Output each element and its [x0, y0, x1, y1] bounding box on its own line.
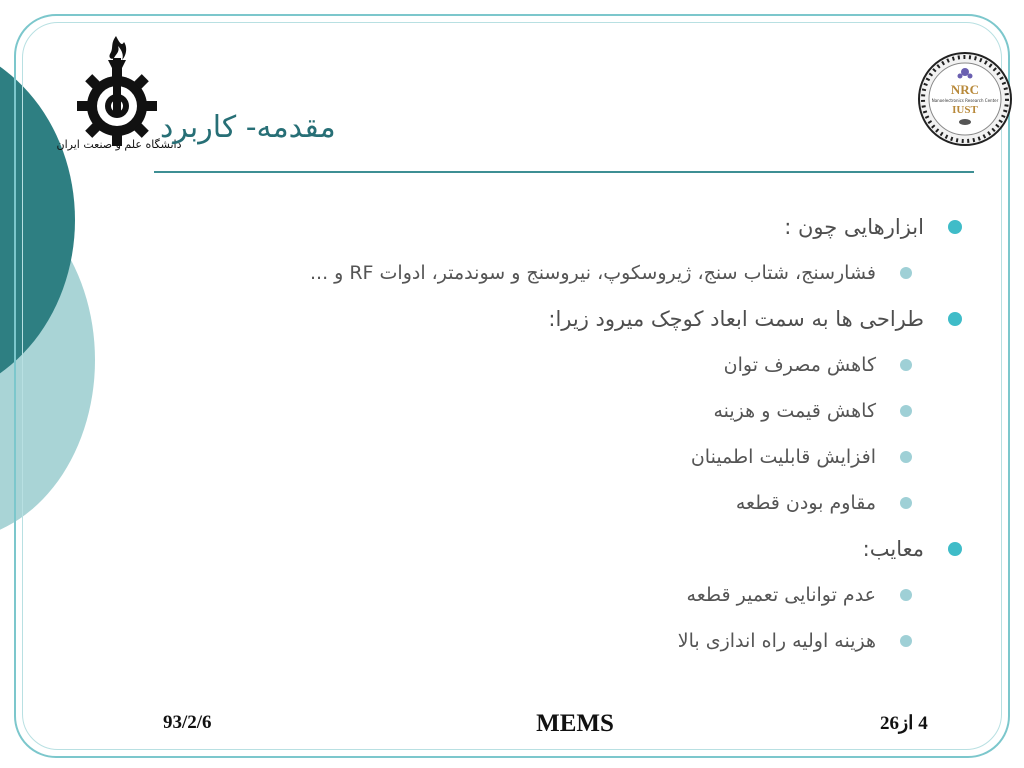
sub-bullet-dot-icon [900, 497, 912, 509]
bullet-text: هزینه اولیه راه اندازی بالا [677, 630, 876, 652]
bullet-item [230, 296, 970, 342]
sub-bullet-item [230, 250, 970, 296]
slide-title: مقدمه- کاربرد [160, 110, 336, 145]
right-logo-iust: IUST [952, 104, 978, 116]
sub-bullet-item [230, 342, 970, 388]
sub-bullet-item [230, 618, 970, 664]
right-logo-center: Nanoelectronics Research Center [931, 98, 999, 103]
sub-bullet-dot-icon [900, 405, 912, 417]
bullet-dot-icon [948, 312, 962, 326]
bullet-text: افزایش قابلیت اطمینان [690, 446, 876, 468]
footer-date: 93/2/6 [163, 712, 212, 733]
sub-bullet-item [230, 572, 970, 618]
sub-bullet-dot-icon [900, 589, 912, 601]
bullet-text: ابزارهایی چون : [784, 215, 924, 239]
bullet-dot-icon [948, 542, 962, 556]
bullet-text: کاهش مصرف توان [723, 354, 876, 376]
sub-bullet-item [230, 434, 970, 480]
iust-university-logo [56, 34, 182, 154]
footer-page-number: 4 از26 [880, 713, 928, 734]
sub-bullet-item [230, 388, 970, 434]
sub-bullet-dot-icon [900, 451, 912, 463]
nrc-iust-logo [916, 50, 1014, 148]
bullet-text: عدم توانایی تعمیر قطعه [686, 584, 876, 606]
bullet-item [230, 204, 970, 250]
bullet-text: طراحی ها به سمت ابعاد کوچک میرود زیرا: [548, 307, 924, 331]
bullet-text: کاهش قیمت و هزینه [713, 400, 876, 422]
bullet-item [230, 526, 970, 572]
sub-bullet-item [230, 480, 970, 526]
title-divider [154, 171, 974, 173]
footer-title: MEMS [536, 710, 614, 737]
bullet-dot-icon [948, 220, 962, 234]
right-logo-nrc: NRC [950, 82, 980, 97]
left-logo-text: دانشگاه علم و صنعت ایران [56, 138, 182, 151]
bullet-text: مقاوم بودن قطعه [735, 492, 876, 514]
sub-bullet-dot-icon [900, 359, 912, 371]
sub-bullet-dot-icon [900, 635, 912, 647]
bullet-list [230, 204, 970, 664]
bullet-text: فشارسنج، شتاب سنج، ژیروسکوپ، نیروسنج و سوندمتر، ادوات RF و ... [309, 262, 876, 284]
bullet-text: معایب: [862, 537, 924, 561]
sub-bullet-dot-icon [900, 267, 912, 279]
